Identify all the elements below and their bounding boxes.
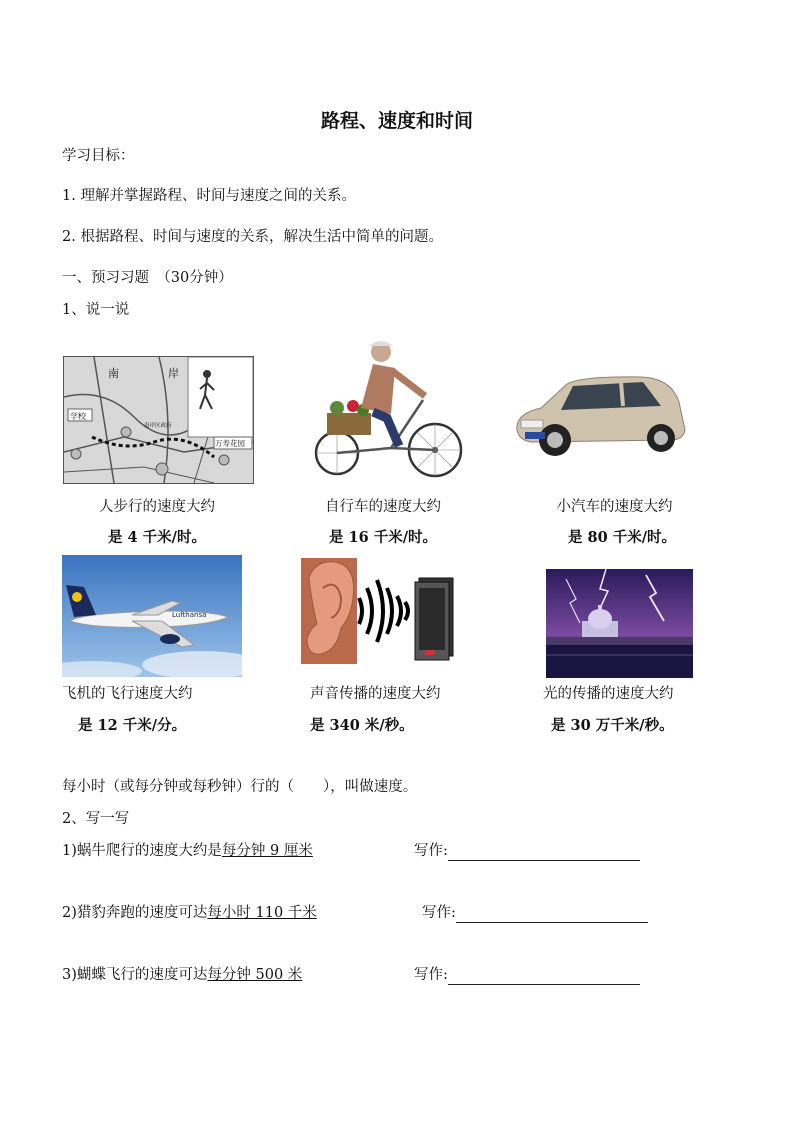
caption-bike-line2: 是 16 千米/时。 — [328, 529, 438, 546]
map-label-south: 南 — [108, 367, 119, 380]
section-heading: 一、预习习题 （30分钟） — [62, 270, 233, 286]
caption-car-line2: 是 80 千米/时。 — [567, 529, 677, 546]
map-label-school: 学校 — [70, 412, 86, 421]
page-title: 路程、速度和时间 — [320, 110, 473, 132]
goal-2: 2. 根据路程、时间与速度的关系，解决生活中简单的问题。 — [62, 229, 443, 245]
caption-walk-line2: 是 4 千米/时。 — [108, 529, 206, 546]
caption-bike-line1: 自行车的速度大约 — [325, 499, 441, 515]
caption-light-line1: 光的传播的速度大约 — [543, 686, 674, 702]
exercise-1-blank[interactable] — [448, 844, 640, 861]
tricycle-image — [311, 338, 469, 478]
caption-car-line1: 小汽车的速度大约 — [556, 499, 673, 515]
caption-light-line2: 是 30 万千米/秒。 — [551, 717, 674, 734]
exercise-2-label: 写作: — [422, 905, 456, 921]
exercise-2-blank[interactable] — [456, 906, 648, 923]
map-label-garden: 万寿花园 — [215, 439, 245, 448]
sound-image — [301, 558, 455, 664]
walking-map-image — [63, 356, 254, 484]
caption-plane-line2: 是 12 千米/分。 — [78, 717, 187, 734]
exercise-3-label: 写作: — [414, 967, 448, 983]
exercise-2-answer — [422, 903, 648, 923]
airline-logo-text: Lufthansa — [172, 611, 207, 619]
caption-plane-line1: 飞机的飞行速度大约 — [62, 686, 193, 702]
goals-heading: 学习目标： — [62, 148, 135, 164]
exercise-1 — [62, 841, 313, 861]
exercise-2-quantity: 每小时 110 千米 — [207, 905, 317, 921]
speed-definition: 每小时（或每分钟或每秒钟）行的（ ），叫做速度。 — [62, 779, 418, 795]
exercise-1-answer — [414, 841, 640, 861]
caption-sound-line1: 声音传播的速度大约 — [310, 686, 441, 702]
exercise-1-quantity: 每分钟 9 厘米 — [221, 843, 313, 859]
exercise-2-text: 2)猎豹奔跑的速度可达 — [62, 905, 208, 921]
car-image — [511, 372, 689, 462]
exercise-2 — [62, 903, 317, 923]
exercise-1-text: 1)蜗牛爬行的速度大约是 — [62, 843, 222, 859]
goal-1: 1. 理解并掌握路程、时间与速度之间的关系。 — [62, 188, 356, 204]
exercise-3 — [62, 965, 302, 985]
exercise-3-answer — [414, 965, 640, 985]
map-label-gov: 南岸区政府 — [144, 423, 172, 429]
lightning-image — [546, 569, 693, 678]
map-label-shore: 岸 — [168, 367, 179, 380]
caption-walk-line1: 人步行的速度大约 — [99, 499, 215, 515]
subsection-say: 1、说一说 — [62, 302, 130, 318]
exercise-1-label: 写作: — [414, 843, 448, 859]
subsection-write: 2、写一写 — [62, 811, 130, 827]
exercise-3-text: 3)蝴蝶飞行的速度可达 — [62, 967, 208, 983]
caption-sound-line2: 是 340 米/秒。 — [310, 717, 414, 734]
airplane-image — [62, 555, 242, 677]
exercise-3-quantity: 每分钟 500 米 — [207, 967, 303, 983]
exercise-3-blank[interactable] — [448, 968, 640, 985]
